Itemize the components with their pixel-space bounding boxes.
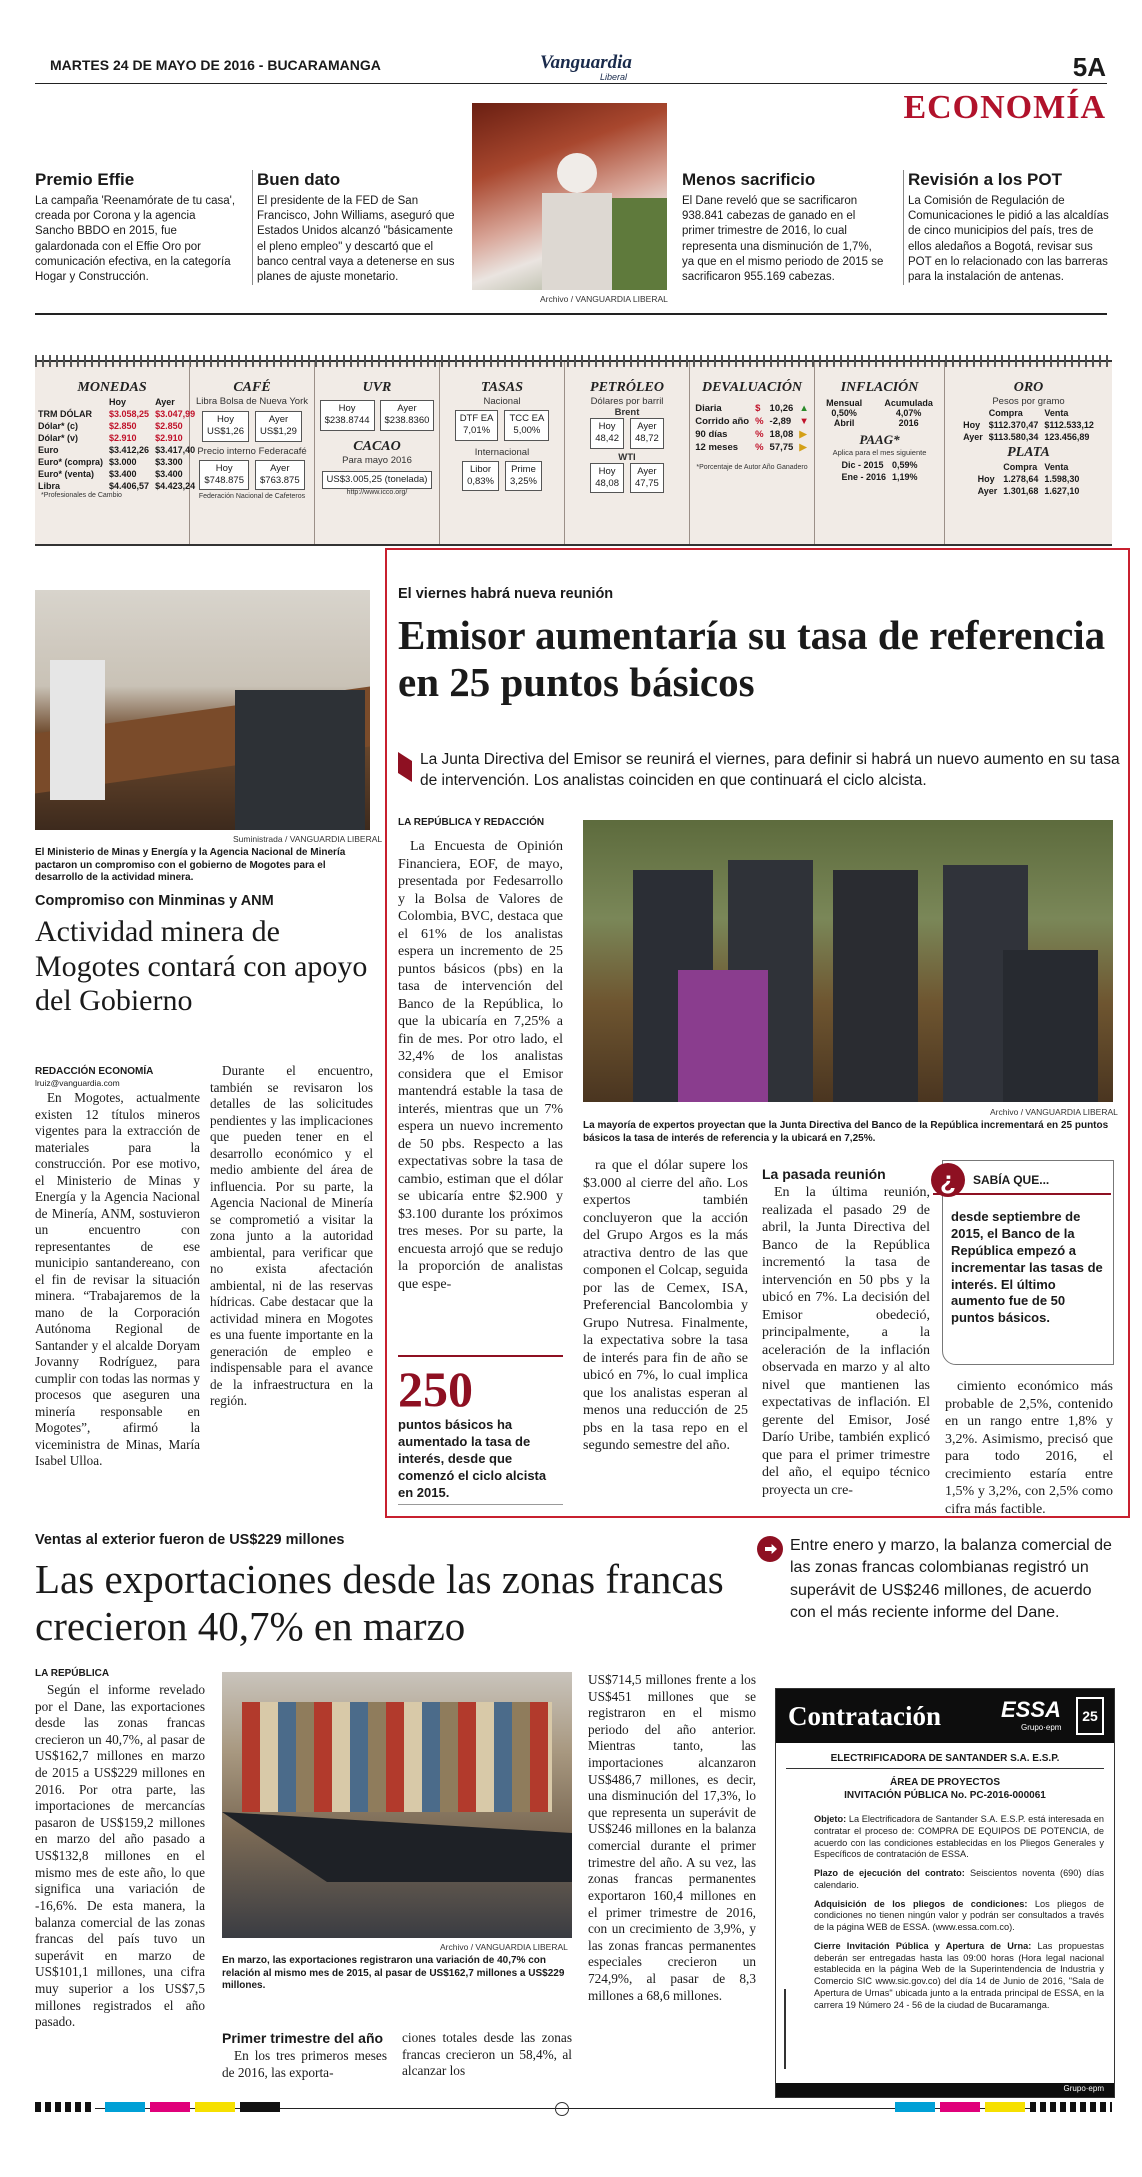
ad-side-mark: [784, 1989, 806, 2069]
ad-footer: Grupo·epm: [1063, 2084, 1104, 2093]
emisor-subhead: La pasada reunión: [762, 1166, 886, 1182]
mining-kicker: Compromiso con Minminas y ANM: [35, 893, 274, 909]
exports-col-1: Según el informe revelado por el Dane, las exportaciones desde las zonas francas crecieron un 40,7%, al pasar de US$162,7 millones en marzo de 2015 a US$229 millones en 2016. Por otra parte, las importaciones de mercancías pasaron de US$159,2 millones en marzo del año pasado a US$132,8 millones en el mismo mes de este año, lo que significa una variación de -16,6%. De esta manera, la balanza comercial de las zonas francas del país tuvo un superávit en marzo de US$101,1 millones, una cifra muy superior a los US$7,5 millones registrados el año pasado.: [35, 1682, 205, 2030]
mining-email: lruiz@vanguardia.com: [35, 1078, 120, 1088]
emisor-kicker: El viernes habrá nueva reunión: [398, 586, 614, 602]
uvr-panel: UVR Hoy $238.8744 Ayer $238.8360 CACAO Para mayo 2016 US$3.005,25 (tonelada) http://www.icco.org/: [315, 362, 440, 544]
briefs-rule: [35, 313, 1107, 315]
fact-text: puntos básicos ha aumentado la tasa de interés, desde que comenzó el ciclo alcista en 2015.: [398, 1417, 547, 1500]
mining-headline: Actividad minera de Mogotes contará con apoyo del Gobierno: [35, 915, 368, 1017]
ship-caption: En marzo, las exportaciones registraron una variación de 40,7% con relación al mismo mes de 2015, al pasar de US$162,7 millones a US$229 millones.: [222, 1955, 565, 1991]
section-title: ECONOMÍA: [903, 89, 1106, 126]
exports-col-2: En los tres primeros meses de 2016, las exporta-: [222, 2048, 387, 2080]
emisor-headline: Emisor aumentaría su tasa de referencia en 25 puntos básicos: [398, 612, 1106, 706]
ad-invitation: INVITACIÓN PÚBLICA No. PC-2016-000061: [844, 1790, 1046, 1801]
mining-caption: El Ministerio de Minas y Energía y la Agencia Nacional de Minería pactaron un compromiso con el gobierno de Mogotes para el desarrollo de la actividad minera.: [35, 847, 346, 883]
exports-lead: Entre enero y marzo, la balanza comercial de las zonas francas colombianas registró un superávit de US$246 millones, de acuerdo con el más reciente informe del Dane.: [790, 1537, 1112, 1622]
tasas-panel: TASAS Nacional DTF EA 7,01% TCC EA 5,00% Internacional Libor 0,83% Prime 3,25%: [440, 362, 565, 544]
page-number: 5A: [1072, 52, 1106, 82]
essa-logo-sub: Grupo·epm: [1021, 1723, 1062, 1732]
exports-kicker: Ventas al exterior fueron de US$229 millones: [35, 1532, 345, 1548]
brief-premio-effie: Premio Effie La campaña 'Reenamórate de tu casa', creada por Corona y la agencia Sancho BBDO en 2015, fue galardonada con el Effie Oro por comunicación efectiva, en la categoría Hogar y Construcción.: [35, 170, 236, 283]
logo-sub: Liberal: [600, 72, 628, 82]
sabia-text: desde septiembre de 2015, el Banco de la República empezó a incrementar las tasas de interés. El último aumento fue de 50 puntos básicos.: [951, 1209, 1103, 1326]
lead-arrow-icon: [757, 1536, 783, 1562]
ad-company: ELECTRIFICADORA DE SANTANDER S.A. E.S.P.: [786, 1753, 1104, 1769]
ad-area: ÁREA DE PROYECTOS: [889, 1777, 1001, 1788]
fact-number: 250: [398, 1361, 473, 1417]
essa-ad: [775, 1688, 1115, 2098]
essa-logo: ESSA: [1001, 1697, 1061, 1722]
board-caption: La mayoría de expertos proyectan que la Junta Directiva del Banco de la República incrementará en 25 puntos básicos la tasa de interés de referencia y la ubicará en 7,25%.: [583, 1120, 1109, 1144]
cafe-panel: CAFÉ Libra Bolsa de Nueva York Hoy US$1,26 Ayer US$1,29 Precio interno Federacafé Hoy $748.875 Ayer $763.875 Federación Nacional de Cafeteros: [190, 362, 315, 544]
board-directors-photo: [583, 820, 1113, 1102]
issue-date: MARTES 24 DE MAYO DE 2016 - BUCARAMANGA: [50, 57, 381, 73]
brief-menos-sacrificio: Menos sacrificio El Dane reveló que se sacrificaron 938.841 cabezas de ganado en el primer trimestre de 2016, lo cual representa una disminución de 1,7%, ya que en el mismo periodo de 2015 se sacrificaron 955.169 cabezas.: [682, 170, 884, 283]
emisor-col-4: cimiento económico más probable de 2,5%, contenido en un rango entre 1,8% y 3,2%. Asimismo, precisó que para todo 2016, el crecimiento estaría entre 1,5% y 3,2%, con 2,5% como cifra más factible.: [945, 1379, 1113, 1517]
exports-col-4: US$714,5 millones frente a los US$451 millones que se registraron en el mismo periodo del año anterior. Mientras tanto, las importaciones alcanzaron US$486,7 millones, es decir, una disminución del 17,3%, lo que representa un superávit de US$246 millones en la balanza comercial durante el primer trimestre del año. A su vez, las zonas francas permanentes exportaron 160,4 millones en el primer trimestre de 2016, con un crecimiento de 3,9%, y las zonas francas permanentes especiales crecieron un 724,9%, al pasar de 8,3 millones a 68,6 millones.: [588, 1672, 756, 2003]
emisor-col-3: En la última reunión, realizada el pasado 29 de abril, la Junta Directiva del Banco de la República incrementó la tasa de intervención en 50 pbs y la ubicó en 7%. La decisión del Emisor obedeció, principalmente, a la aceleración de la inflación observada en marzo y al alto nivel que mantienen las expectativas de inflación. El gerente del Emisor, José Darío Uribe, también explicó que para el primer trimestre del año, el equipo técnico proyecta un cre-: [762, 1185, 930, 1498]
brief-buen-dato: Buen dato El presidente de la FED de San Francisco, John Williams, aseguró que Estados Unidos alcanzó "básicamente el pleno empleo" y descartó que el banco central vaya a detenerse en sus planes de ajuste monetario.: [252, 170, 457, 285]
emisor-col-2: ra que el dólar supere los $3.000 al cierre del año. Los expertos también concluyeron que la acción del Grupo Argos es la más atractiva dentro de las que componen el Colcap, seguida por las de Cemex, ISA, Preferencial Bancolombia y Grupo Nutresa. Finalmente, la expectativa sobre la tasa de interés para fin de año se ubicó en 7%, lo cual implica que los analistas esperan al menos una reducción de 25 pbs en la tasa repo en el segundo semestre del año.: [583, 1158, 748, 1453]
exports-subhead: Primer trimestre del año: [222, 2030, 384, 2046]
registration-mark-icon: [555, 2102, 569, 2116]
ship-photo-credit: Archivo / VANGUARDIA LIBERAL: [440, 1942, 568, 1952]
photo-credit: Archivo / VANGUARDIA LIBERAL: [540, 294, 668, 304]
oro-panel: ORO Pesos por gramo Compra Venta Hoy $112.370,47 $112.533,12 Ayer $113.580,34 123.456,89 PLATA Compra Venta Hoy 1.278,64 1.598,30 Ayer 1.301,68 1.627,10: [963, 380, 1094, 496]
sabia-que-box: [942, 1160, 1114, 1365]
exports-headline: Las exportaciones desde las zonas francas crecieron 40,7% en marzo: [35, 1556, 724, 1650]
slaughterhouse-photo: [472, 103, 667, 290]
sabia-title: SABÍA QUE...: [973, 1173, 1050, 1187]
exports-col-3: ciones totales desde las zonas francas crecieron un 58,4%, al alcanzar los: [402, 2030, 572, 2079]
emisor-byline: LA REPÚBLICA Y REDACCIÓN: [398, 817, 545, 828]
ad-body: Objeto: La Electrificadora de Santander S.A. E.S.P. está interesada en contratar el proceso de: COMPRA DE EQUIPOS DE POTENCIA, de acuerdo con las condiciones establecidas en los Pliegos Generales y Específicos de contratación de ESSA. Plazo de ejecución del contrato: Seiscientos noventa (690) días calendario. Adquisición de los pliegos de condiciones: Los pliegos de condiciones no tienen ningún valor y podrán ser consultados a través de la página WEB de ESSA. (www.essa.com.co). Cierre Invitación Pública y Apertura de Urna: Las propuestas deberán ser entregadas hasta las 09:00 horas (Hora legal nacional establecida en la página Web de la Superintendencia de Industria y Comercio SIC www.sic.gov.co) del día 14 de Junio de 2016, "Sala de Apertura de Urnas" ubicada junto a la entrada principal de ESSA, en la carrera 19 Número 24 - 56 de la ciudad de Bucaramanga.: [814, 1814, 1104, 2010]
mining-meeting-photo: [35, 590, 370, 830]
page-header: [35, 52, 1112, 85]
fact-box-250: [398, 1355, 563, 1505]
anniversary-badge: 25: [1076, 1697, 1104, 1735]
mining-photo-credit: Suministrada / VANGUARDIA LIBERAL: [233, 834, 383, 844]
mining-col-1: En Mogotes, actualmente existen 12 títulos mineros vigentes para la extracción de materiales para la construcción. Por ese motivo, el Ministerio de Minas y Energía y la Agencia Nacional de Minería, ANM, sostuvieron un encuentro con representantes de ese municipio santandereano, con el fin de revisar la situación minera. “Trabajaremos de la mano de la Corporación Autónoma Regional de Santander y el alcalde Doryam Jovanny Rodríguez, para cumplir con todas las normas y procesos que aseguren una minería responsable en Mogotes”, afirmó la viceministra de Minas, María Isabel Ulloa.: [35, 1090, 200, 1468]
brief-revision-pot: Revisión a los POT La Comisión de Regulación de Comunicaciones le pidió a las alcaldías de cinco municipios del país, tres de ellos aledaños a Bogotá, revisar sus POT en lo relacionado con las barreras para la instalación de antenas.: [903, 170, 1113, 285]
container-ship-photo: [222, 1672, 572, 1938]
monedas-panel: MONEDAS Hoy Ayer TRM DÓLAR $3.058,25 $3.047,99 Dólar* (c) $2.850 $2.850 Dólar* (v) $2.910 $2.910 Euro $3.412,26 $3.417,40 Euro* (compra) $3.000 $3.300 Euro* (venta) $3.400 $3.400 Libra $4.406,57 $4.423,24 *Profesionales de Cambio: [35, 362, 190, 544]
mining-byline: REDACCIÓN ECONOMÍA: [35, 1066, 154, 1077]
market-indicators: [35, 360, 1112, 546]
mining-col-2: Durante el encuentro, también se revisaron los detalles de las solicitudes pendientes y las implicaciones que pueden tener en el desarrollo económico y el medio ambiente del área de influencia. Por su parte, la Agencia Nacional de Minería se comprometió a visitar la zona junto a la autoridad ambiental, para verificar que no exista afectación ambiental, ni de las reservas hídricas. Cabe destacar que la actividad minera en Mogotes es una fuente importante en la generación de empleo e indispensable para el avance de la infraestructura en la región.: [210, 1063, 373, 1408]
logo: Vanguardia: [540, 52, 632, 73]
petroleo-panel: PETRÓLEO Dólares por barril Brent Hoy 48,42 Ayer 48,72 WTI Hoy 48,08 Ayer 47,75: [565, 362, 690, 544]
registration-bar: [35, 2102, 1112, 2116]
emisor-col-1: La Encuesta de Opinión Financiera, EOF, de mayo, presentada por Fedesarrollo y la Bolsa de Valores de Colombia, BVC, destaca que el 61% de los analistas espera un incremento de 25 puntos básicos (pbs) en la tasa de intervención del Banco de la República, lo que la ubicaría en 7,25% a fin de mes. Por otro lado, el 32,4% de los analistas considera que el Emisor mantendrá estable la tasa de interés, mientras que un 7% espera un nuevo incremento de 50 pbs. Respecto a las expectativas sobre la tasa de cambio, estiman que el dólar se ubicaría entre $2.900 y $3.100 durante los próximos tres meses. Por su parte, la encuesta arrojó que se redujo la proporción de analistas que espe-: [398, 839, 563, 1292]
devaluacion-panel: DEVALUACIÓN Diaria $ 10,26 ▲ Corrido año % -2,89 ▼ 90 días % 18,08 ▶ 12 meses % 57,75 ▶ *Porcentaje de Autor Año Ganadero: [690, 362, 815, 544]
board-photo-credit: Archivo / VANGUARDIA LIBERAL: [990, 1107, 1118, 1117]
inflacion-panel: INFLACIÓN Mensual 0,50% Abril Acumulada 4,07% 2016 PAAG* Aplica para el mes siguiente Dic - 2015 0,59% Ene - 2016 1,19%: [815, 362, 945, 544]
emisor-lead: La Junta Directiva del Emisor se reunirá el viernes, para definir si habrá un nuevo aumento en su tasa de intervención. Los analistas coinciden en que continuará el ciclo alcista.: [420, 751, 1120, 789]
header-rule: [35, 83, 1107, 84]
ad-title: Contratación: [788, 1701, 941, 1731]
question-icon: ¿: [931, 1163, 965, 1197]
exports-byline: LA REPÚBLICA: [35, 1668, 110, 1679]
